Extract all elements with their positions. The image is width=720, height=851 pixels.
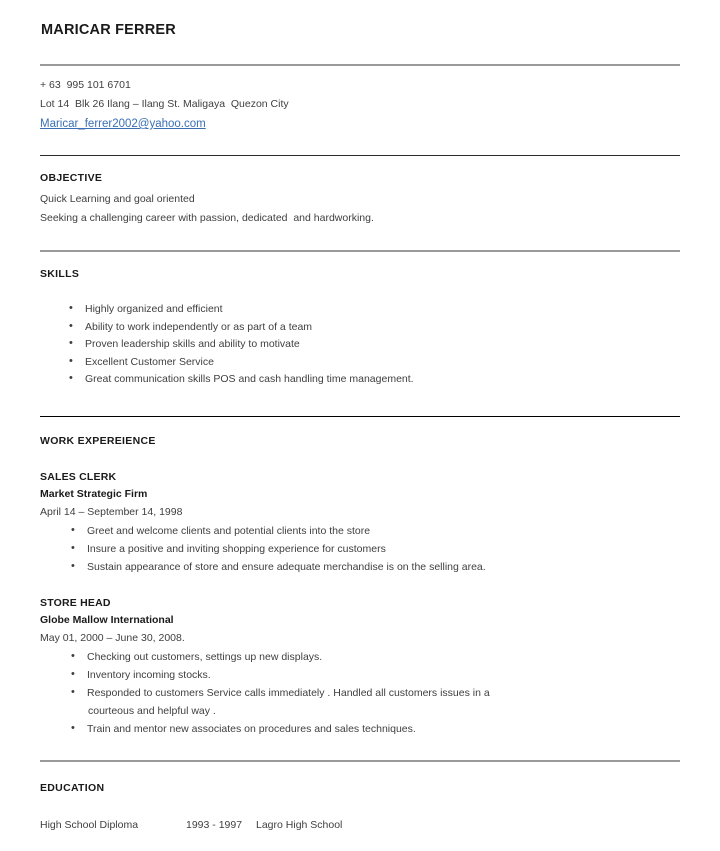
job-duties-list	[40, 521, 680, 576]
list-item: • Great communication skills POS and cash handling time management.	[40, 371, 680, 389]
job-entry	[40, 576, 680, 738]
objective-line: Seeking a challenging career with passion, dedicated and hardworking.	[40, 212, 374, 224]
list-item-continuation: courteous and helpful way .	[88, 704, 216, 717]
skills-list	[40, 282, 680, 389]
list-item: • Inventory incoming stocks.	[40, 666, 680, 684]
objective-line: Quick Learning and goal oriented	[40, 193, 195, 205]
job-company: Globe Mallow International	[40, 613, 174, 626]
job-title: STORE HEAD	[40, 596, 111, 609]
list-item: • Insure a positive and inviting shopping experience for customers	[40, 540, 680, 558]
list-item	[40, 684, 680, 720]
section-heading-objective: OBJECTIVE	[40, 172, 103, 184]
page-title: MARICAR FERRER	[41, 22, 176, 38]
list-item: • Greet and welcome clients and potential clients into the store	[40, 522, 680, 540]
list-item: • Ability to work independently or as part of a team	[40, 319, 680, 337]
section-heading-education: EDUCATION	[40, 781, 105, 794]
contact-address: Lot 14 Blk 26 Ilang – Ilang St. Maligaya Quezon City	[40, 98, 289, 110]
contact-block	[40, 66, 680, 134]
education-degree: High School Diploma	[40, 818, 139, 831]
job-entry	[40, 449, 680, 576]
job-dates: April 14 – September 14, 1998	[40, 505, 183, 518]
education-row	[40, 796, 680, 834]
objective-body	[40, 186, 680, 228]
list-item: • Highly organized and efficient	[40, 301, 680, 319]
job-dates: May 01, 2000 – June 30, 2008.	[40, 631, 185, 644]
education-school: Lagro High School	[256, 818, 343, 831]
job-company: Market Strategic Firm	[40, 487, 148, 500]
list-item: • Checking out customers, settings up new displays.	[40, 648, 680, 666]
contact-email-link[interactable]: Maricar_ferrer2002@yahoo.com	[40, 118, 206, 130]
section-heading-work-experience: WORK EXPEREIENCE	[40, 434, 156, 447]
job-duties-list	[40, 647, 680, 738]
contact-phone: + 63 995 101 6701	[40, 79, 131, 91]
list-item: • Train and mentor new associates on procedures and sales techniques.	[40, 720, 680, 738]
job-title: SALES CLERK	[40, 470, 117, 483]
list-item: • Proven leadership skills and ability to motivate	[40, 336, 680, 354]
list-item: • Excellent Customer Service	[40, 354, 680, 372]
education-years: 1993 - 1997	[186, 818, 243, 831]
list-item-text: Responded to customers Service calls immediately . Handled all customers issues in a	[87, 686, 490, 699]
list-item: • Sustain appearance of store and ensure adequate merchandise is on the selling area.	[40, 558, 680, 576]
section-heading-skills: SKILLS	[40, 268, 80, 280]
